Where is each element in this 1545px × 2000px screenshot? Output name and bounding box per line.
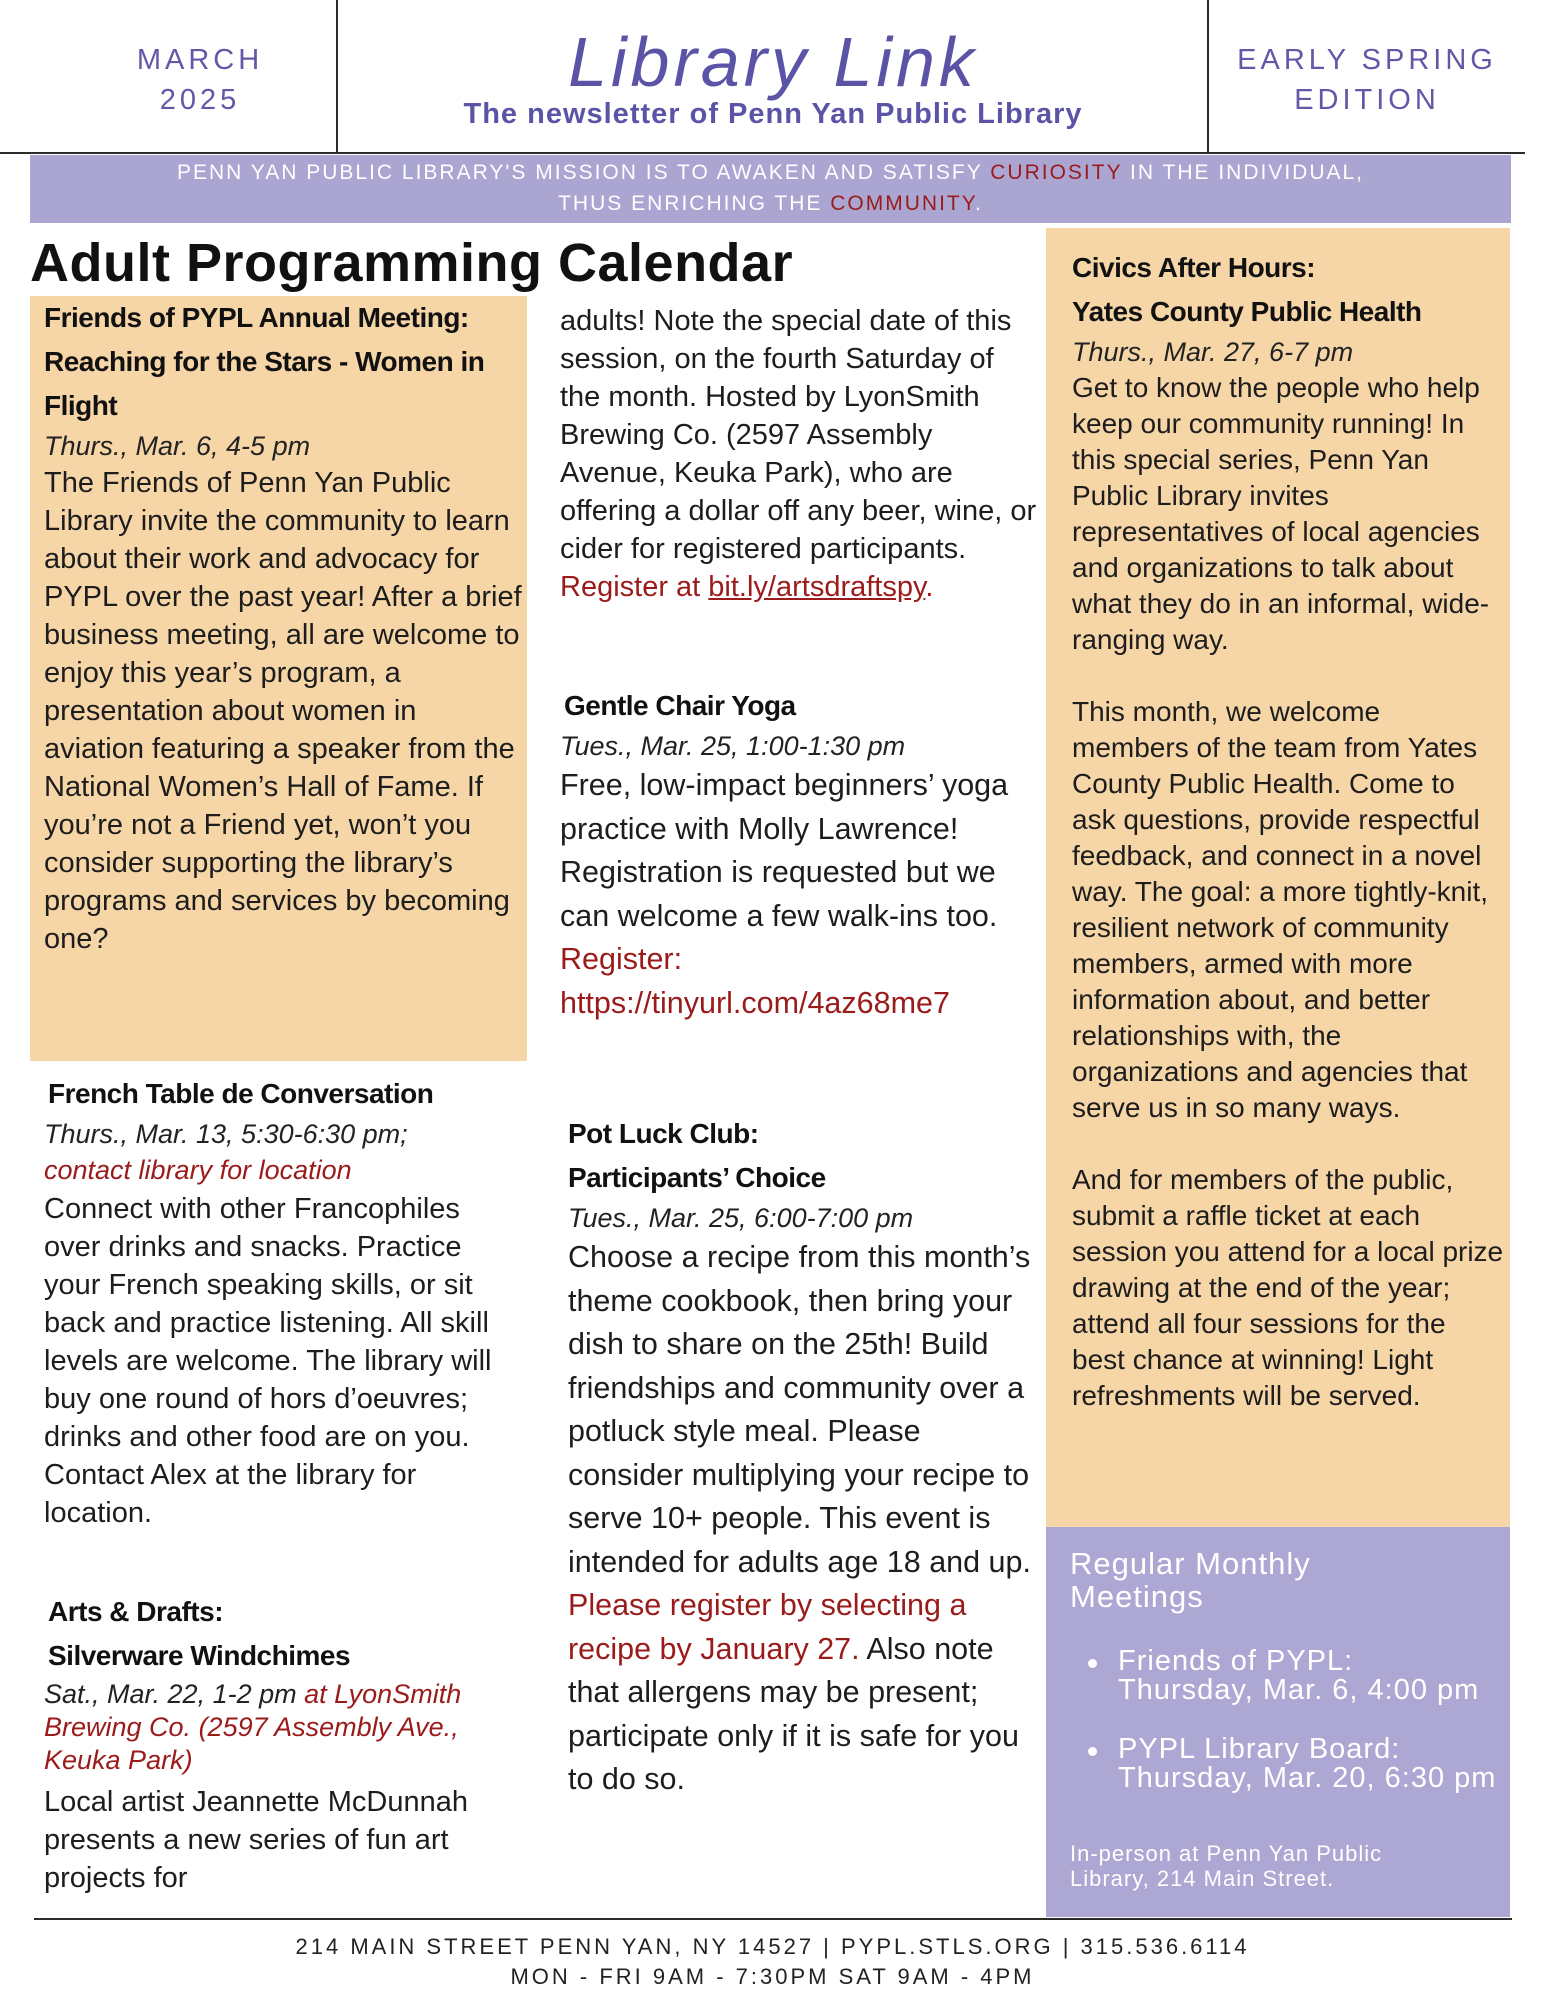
header-bottom-rule: [0, 152, 1525, 154]
bullet-icon: [1088, 1747, 1097, 1756]
french-event: [44, 1072, 519, 1532]
french-event-date: Thurs., Mar. 13, 5:30-6:30 pm;: [44, 1119, 408, 1149]
potluck-event: [568, 1112, 1038, 1802]
yoga-register-label: Register:: [560, 942, 683, 976]
civics-event-title-2: Yates County Public Health: [1072, 296, 1422, 327]
issue-year: 2025: [159, 84, 241, 116]
mission-part-1: PENN YAN PUBLIC LIBRARY'S MISSION IS TO AWAKEN AND SATISFY: [176, 161, 991, 184]
monthly-meeting-item: [1070, 1735, 1500, 1793]
edition-line-1: EARLY SPRING: [1237, 44, 1497, 76]
potluck-event-title-1: Pot Luck Club:: [568, 1118, 759, 1149]
civics-event-title-1: Civics After Hours:: [1072, 252, 1316, 283]
potluck-event-body: Choose a recipe from this month’s theme cookbook, then bring your dish to share on the 25th! Build friendships and community over a potluck style meal. Please consider multiplying your recipe to serve 10+ people. This event is intended for adults age 18 and up.: [568, 1240, 1031, 1579]
friends-event-title: Friends of PYPL Annual Meeting: Reaching for the Stars - Women in Flight: [44, 302, 485, 421]
monthly-meeting-when: Thursday, Mar. 20, 6:30 pm: [1118, 1762, 1497, 1794]
friends-event: [44, 296, 522, 958]
arts-event-date: Sat., Mar. 22, 1-2 pm: [44, 1679, 297, 1709]
section-title: Adult Programming Calendar: [30, 233, 794, 293]
yoga-event: [560, 684, 1040, 1025]
footer-rule: [34, 1918, 1512, 1920]
arts-event: [44, 1590, 519, 1897]
french-event-location: contact library for location: [44, 1155, 352, 1185]
arts-event-title-1: Arts & Drafts:: [48, 1596, 224, 1627]
newsletter-title: Library Link: [568, 23, 978, 101]
monthly-meeting-name: PYPL Library Board:: [1118, 1733, 1401, 1765]
yoga-event-body: Free, low-impact beginners’ yoga practice with Molly Lawrence! Registration is requested but we can welcome a few walk-ins too.: [560, 768, 1009, 933]
arts-event-title-2: Silverware Windchimes: [48, 1640, 351, 1671]
edition-label: [1222, 40, 1512, 120]
arts-event-continued: [560, 302, 1040, 606]
mission-part-4: .: [975, 192, 983, 215]
bullet-icon: [1088, 1659, 1097, 1668]
yoga-event-title: Gentle Chair Yoga: [564, 690, 796, 721]
arts-register-end: .: [925, 571, 934, 603]
footer-address: 214 MAIN STREET PENN YAN, NY 14527 | PYPL.STLS.ORG | 315.536.6114: [295, 1934, 1250, 1959]
footer-hours: MON - FRI 9AM - 7:30PM SAT 9AM - 4PM: [510, 1964, 1035, 1989]
monthly-meeting-item: [1070, 1647, 1500, 1705]
arts-register-label: Register at: [560, 571, 701, 603]
potluck-event-date: Tues., Mar. 25, 6:00-7:00 pm: [568, 1203, 914, 1233]
monthly-meetings-box: [1046, 1527, 1510, 1917]
arts-event-body-continued: adults! Note the special date of this session, on the fourth Saturday of the month. Hosted by LyonSmith Brewing Co. (2597 Assembly Avenue, Keuka Park), who are offering a dollar off any beer, wine, or cider for registered participants.: [560, 305, 1037, 565]
issue-month: MARCH: [136, 44, 264, 76]
potluck-event-title-2: Participants’ Choice: [568, 1162, 826, 1193]
potluck-event-body-end: Also note that allergens may be present; participate only if it is safe for you to do so.: [568, 1631, 1019, 1796]
arts-register-link[interactable]: bit.ly/artsdraftspy: [708, 571, 926, 603]
french-event-body: Connect with other Francophiles over drinks and snacks. Practice your French speaking skills, or sit back and practice listening. All skill levels are welcome. The library will buy one round of hors d’oeuvres; drinks and other food are on you. Contact Alex at the library for location.: [44, 1193, 492, 1529]
civics-event: [1072, 246, 1504, 1414]
monthly-meetings-list: [1070, 1647, 1500, 1793]
civics-event-date: Thurs., Mar. 27, 6-7 pm: [1072, 337, 1354, 367]
mission-highlight-curiosity: CURIOSITY: [990, 161, 1123, 184]
newsletter-subtitle: The newsletter of Penn Yan Public Library: [463, 98, 1083, 130]
monthly-meetings-title: Regular Monthly Meetings: [1070, 1546, 1311, 1614]
mission-highlight-community: COMMUNITY: [830, 192, 976, 215]
friends-event-date: Thurs., Mar. 6, 4-5 pm: [44, 431, 311, 461]
yoga-event-date: Tues., Mar. 25, 1:00-1:30 pm: [560, 731, 906, 761]
monthly-meeting-name: Friends of PYPL:: [1118, 1645, 1354, 1677]
mission-part-2: IN THE INDIVIDUAL,: [1122, 161, 1365, 184]
civics-event-para-1: Get to know the people who help keep our community running! In this special series, Penn Yan Public Library invites representatives of local agencies and organizations to talk about what they do in an informal, wide-ranging way.: [1072, 372, 1490, 655]
friends-event-body: The Friends of Penn Yan Public Library invite the community to learn about their work and advocacy for PYPL over the past year! After a brief business meeting, all are welcome to enjoy this year’s program, a presentation about women in aviation featuring a speaker from the National Women’s Hall of Fame. If you’re not a Friend yet, won’t you consider supporting the library’s programs and services by becoming one?: [44, 467, 522, 955]
civics-event-para-2: This month, we welcome members of the team from Yates County Public Health. Come to ask questions, provide respectful feedback, and connect in a novel way. The goal: a more tightly-knit, resilient network of community members, armed with more information about, and better relationships with, the organizations and agencies that serve us in so many ways.: [1072, 696, 1489, 1123]
arts-event-location: at LyonSmith Brewing Co. (2597 Assembly Ave., Keuka Park): [44, 1679, 462, 1775]
civics-event-para-3: And for members of the public, submit a raffle ticket at each session you attend for a local prize drawing at the end of the year; attend all four sessions for the best chance at winning! Light refreshments will be served.: [1072, 1164, 1504, 1411]
potluck-register-note: Please register by selecting a recipe by January 27.: [568, 1588, 967, 1666]
yoga-register-link[interactable]: https://tinyurl.com/4az68me7: [560, 985, 950, 1020]
arts-event-body: Local artist Jeannette McDunnah presents a new series of fun art projects for: [44, 1786, 468, 1894]
french-event-title: French Table de Conversation: [48, 1078, 434, 1109]
monthly-meeting-when: Thursday, Mar. 6, 4:00 pm: [1118, 1674, 1480, 1706]
issue-date: [110, 40, 290, 120]
edition-line-2: EDITION: [1294, 84, 1440, 116]
monthly-meetings-note: In-person at Penn Yan Public Library, 214 Main Street.: [1070, 1841, 1383, 1891]
mission-statement: [30, 155, 1511, 223]
mission-part-3: THUS ENRICHING THE: [558, 192, 831, 215]
